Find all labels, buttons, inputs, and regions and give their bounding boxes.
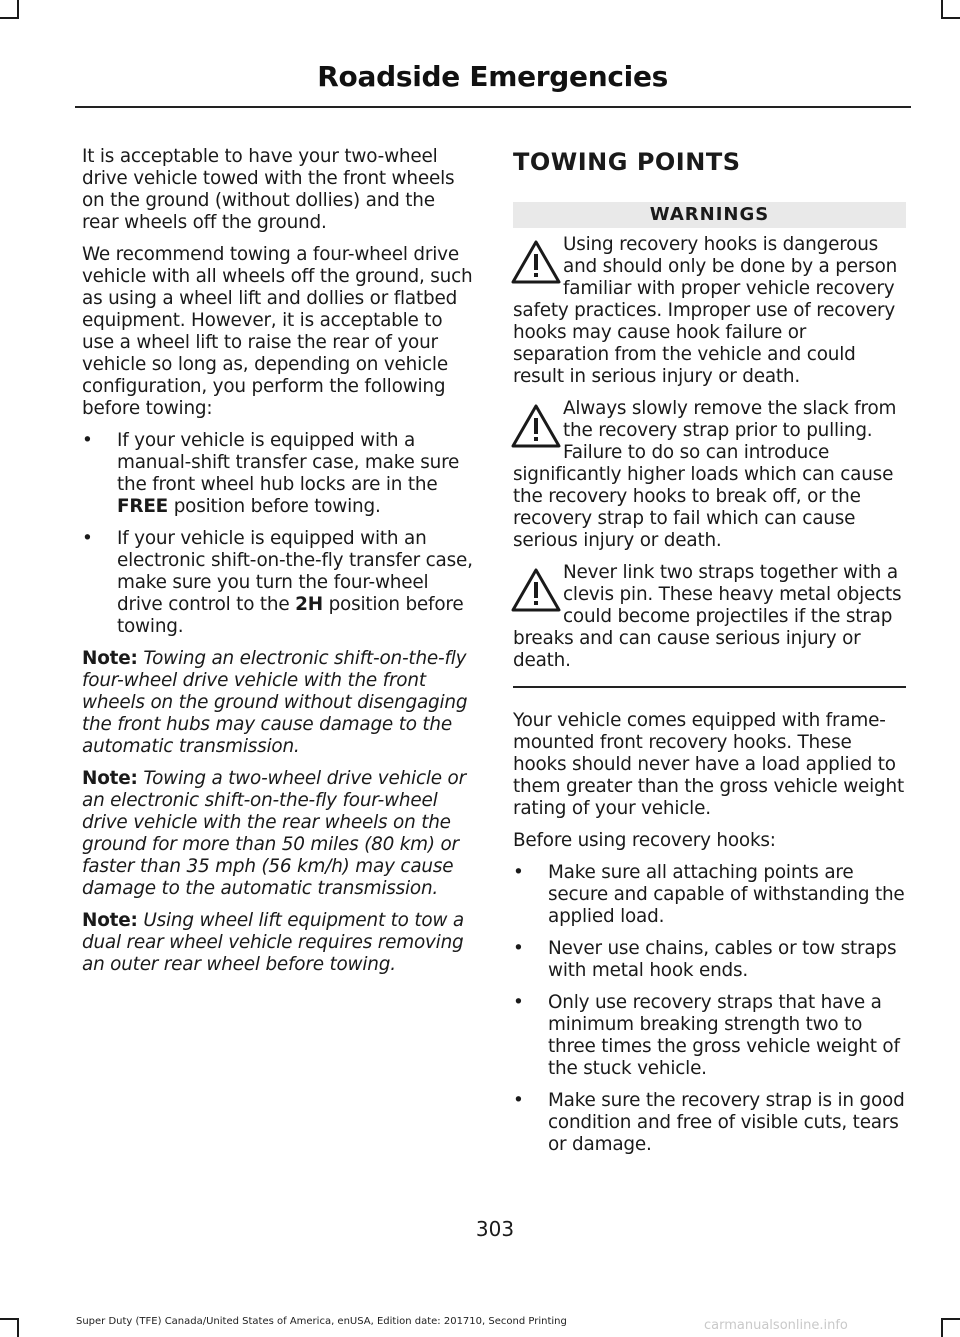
bullet-icon: • [513, 938, 524, 959]
note-text: Using wheel lift equipment to tow a dual rear wheel vehicle requires removing an outer rear wheel before towing. [82, 910, 464, 975]
bullet-text: Make sure the recovery strap is in good condition and free of visible cuts, tears or damage. [548, 1090, 905, 1155]
crop-mark [0, 1318, 19, 1320]
crop-mark [17, 1318, 19, 1337]
note [82, 768, 474, 900]
watermark: carmanualsonline.info [704, 1318, 848, 1333]
left-column [82, 146, 474, 986]
bullet-icon: • [513, 1090, 524, 1111]
bullet-icon: • [82, 430, 93, 451]
bullet-text: position before towing. [168, 496, 381, 517]
list-item [513, 992, 906, 1080]
warning-text: Always slowly remove the slack from the recovery strap prior to pulling. Failure to do so can introduce significantly higher loads which can cause the recovery hooks to break off, or the recovery strap to fail which can cause serious injury or death. [513, 398, 897, 551]
warning-text: Never link two straps together with a clevis pin. These heavy metal objects could become projectiles if the strap breaks and can cause serious injury or death. [513, 562, 902, 671]
note-label: Note: [82, 910, 138, 931]
warning-block [513, 562, 906, 672]
note-label: Note: [82, 768, 138, 789]
list-item [513, 862, 906, 928]
bullet-text: position before towing. [117, 594, 464, 637]
warning-triangle-icon [509, 566, 563, 614]
warning-triangle-icon [509, 402, 563, 450]
note-label: Note: [82, 648, 138, 669]
paragraph: Your vehicle comes equipped with frame-mounted front recovery hooks. These hooks should never have a load applied to them greater than the gross vehicle weight rating of your vehicle. [513, 710, 904, 819]
paragraph: Before using recovery hooks: [513, 830, 776, 851]
note [82, 910, 474, 976]
header-rule [75, 106, 911, 108]
section-title: TOWING POINTS [513, 148, 741, 176]
warning-text: Using recovery hooks is dangerous and should only be done by a person familiar with proper vehicle recovery safety practices. Improper use of recovery hooks may cause hook failure or separation from the vehicle and could result in serious injury or death. [513, 234, 898, 387]
note [82, 648, 474, 758]
note-text: Towing an electronic shift-on-the-fly four-wheel drive vehicle with the front wheels on the ground without disengaging the front hubs may cause damage to the automatic transmission. [82, 648, 468, 757]
page-header-title: Roadside Emergencies [317, 60, 668, 93]
warnings-heading: WARNINGS [513, 202, 906, 228]
bullet-text: If your vehicle is equipped with a manual-shift transfer case, make sure the front wheel hub locks are in the [117, 430, 460, 495]
crop-mark [941, 1318, 943, 1337]
warning-block [513, 234, 906, 388]
bullet-text: Never use chains, cables or tow straps with metal hook ends. [548, 938, 897, 981]
paragraph: We recommend towing a four-wheel drive vehicle with all wheels off the ground, such as using a wheel lift and dollies or flatbed equipment. However, it is acceptable to use a wheel lift to raise the rear of your vehicle so long as, depending on vehicle configuration, you perform the following before towing: [82, 244, 473, 419]
bullet-icon: • [513, 862, 524, 883]
list-item [513, 938, 906, 982]
bullet-text: Only use recovery straps that have a minimum breaking strength two to three times the gross vehicle weight of the stuck vehicle. [548, 992, 900, 1079]
warning-block [513, 398, 906, 552]
list-item [82, 430, 474, 518]
page-number: 303 [475, 1217, 515, 1241]
list-item [82, 528, 474, 638]
paragraph: It is acceptable to have your two-wheel drive vehicle towed with the front wheels on the ground (without dollies) and the rear wheels off the ground. [82, 146, 455, 233]
bold-term: FREE [117, 496, 169, 517]
warnings-end-rule [513, 686, 906, 688]
bullet-icon: • [82, 528, 93, 549]
bullet-text: Make sure all attaching points are secure and capable of withstanding the applied load. [548, 862, 905, 927]
right-column [513, 146, 906, 1166]
bullet-icon: • [513, 992, 524, 1013]
list-item [513, 1090, 906, 1156]
warning-triangle-icon [509, 238, 563, 286]
bullet-text: If your vehicle is equipped with an electronic shift-on-the-fly transfer case, make sure you turn the four-wheel drive control to the [117, 528, 473, 615]
note-text: Towing a two-wheel drive vehicle or an electronic shift-on-the-fly four-wheel drive vehicle with the rear wheels on the ground for more than 50 miles (80 km) or faster than 35 mph (56 km/h) may cause damage to the automatic transmission. [82, 768, 466, 899]
footer-text: Super Duty (TFE) Canada/United States of America, enUSA, Edition date: 201710, Second Printing [76, 1316, 567, 1327]
crop-mark [941, 1318, 960, 1320]
crop-mark [941, 17, 960, 19]
bold-term: 2H [295, 594, 323, 615]
crop-mark [0, 17, 19, 19]
